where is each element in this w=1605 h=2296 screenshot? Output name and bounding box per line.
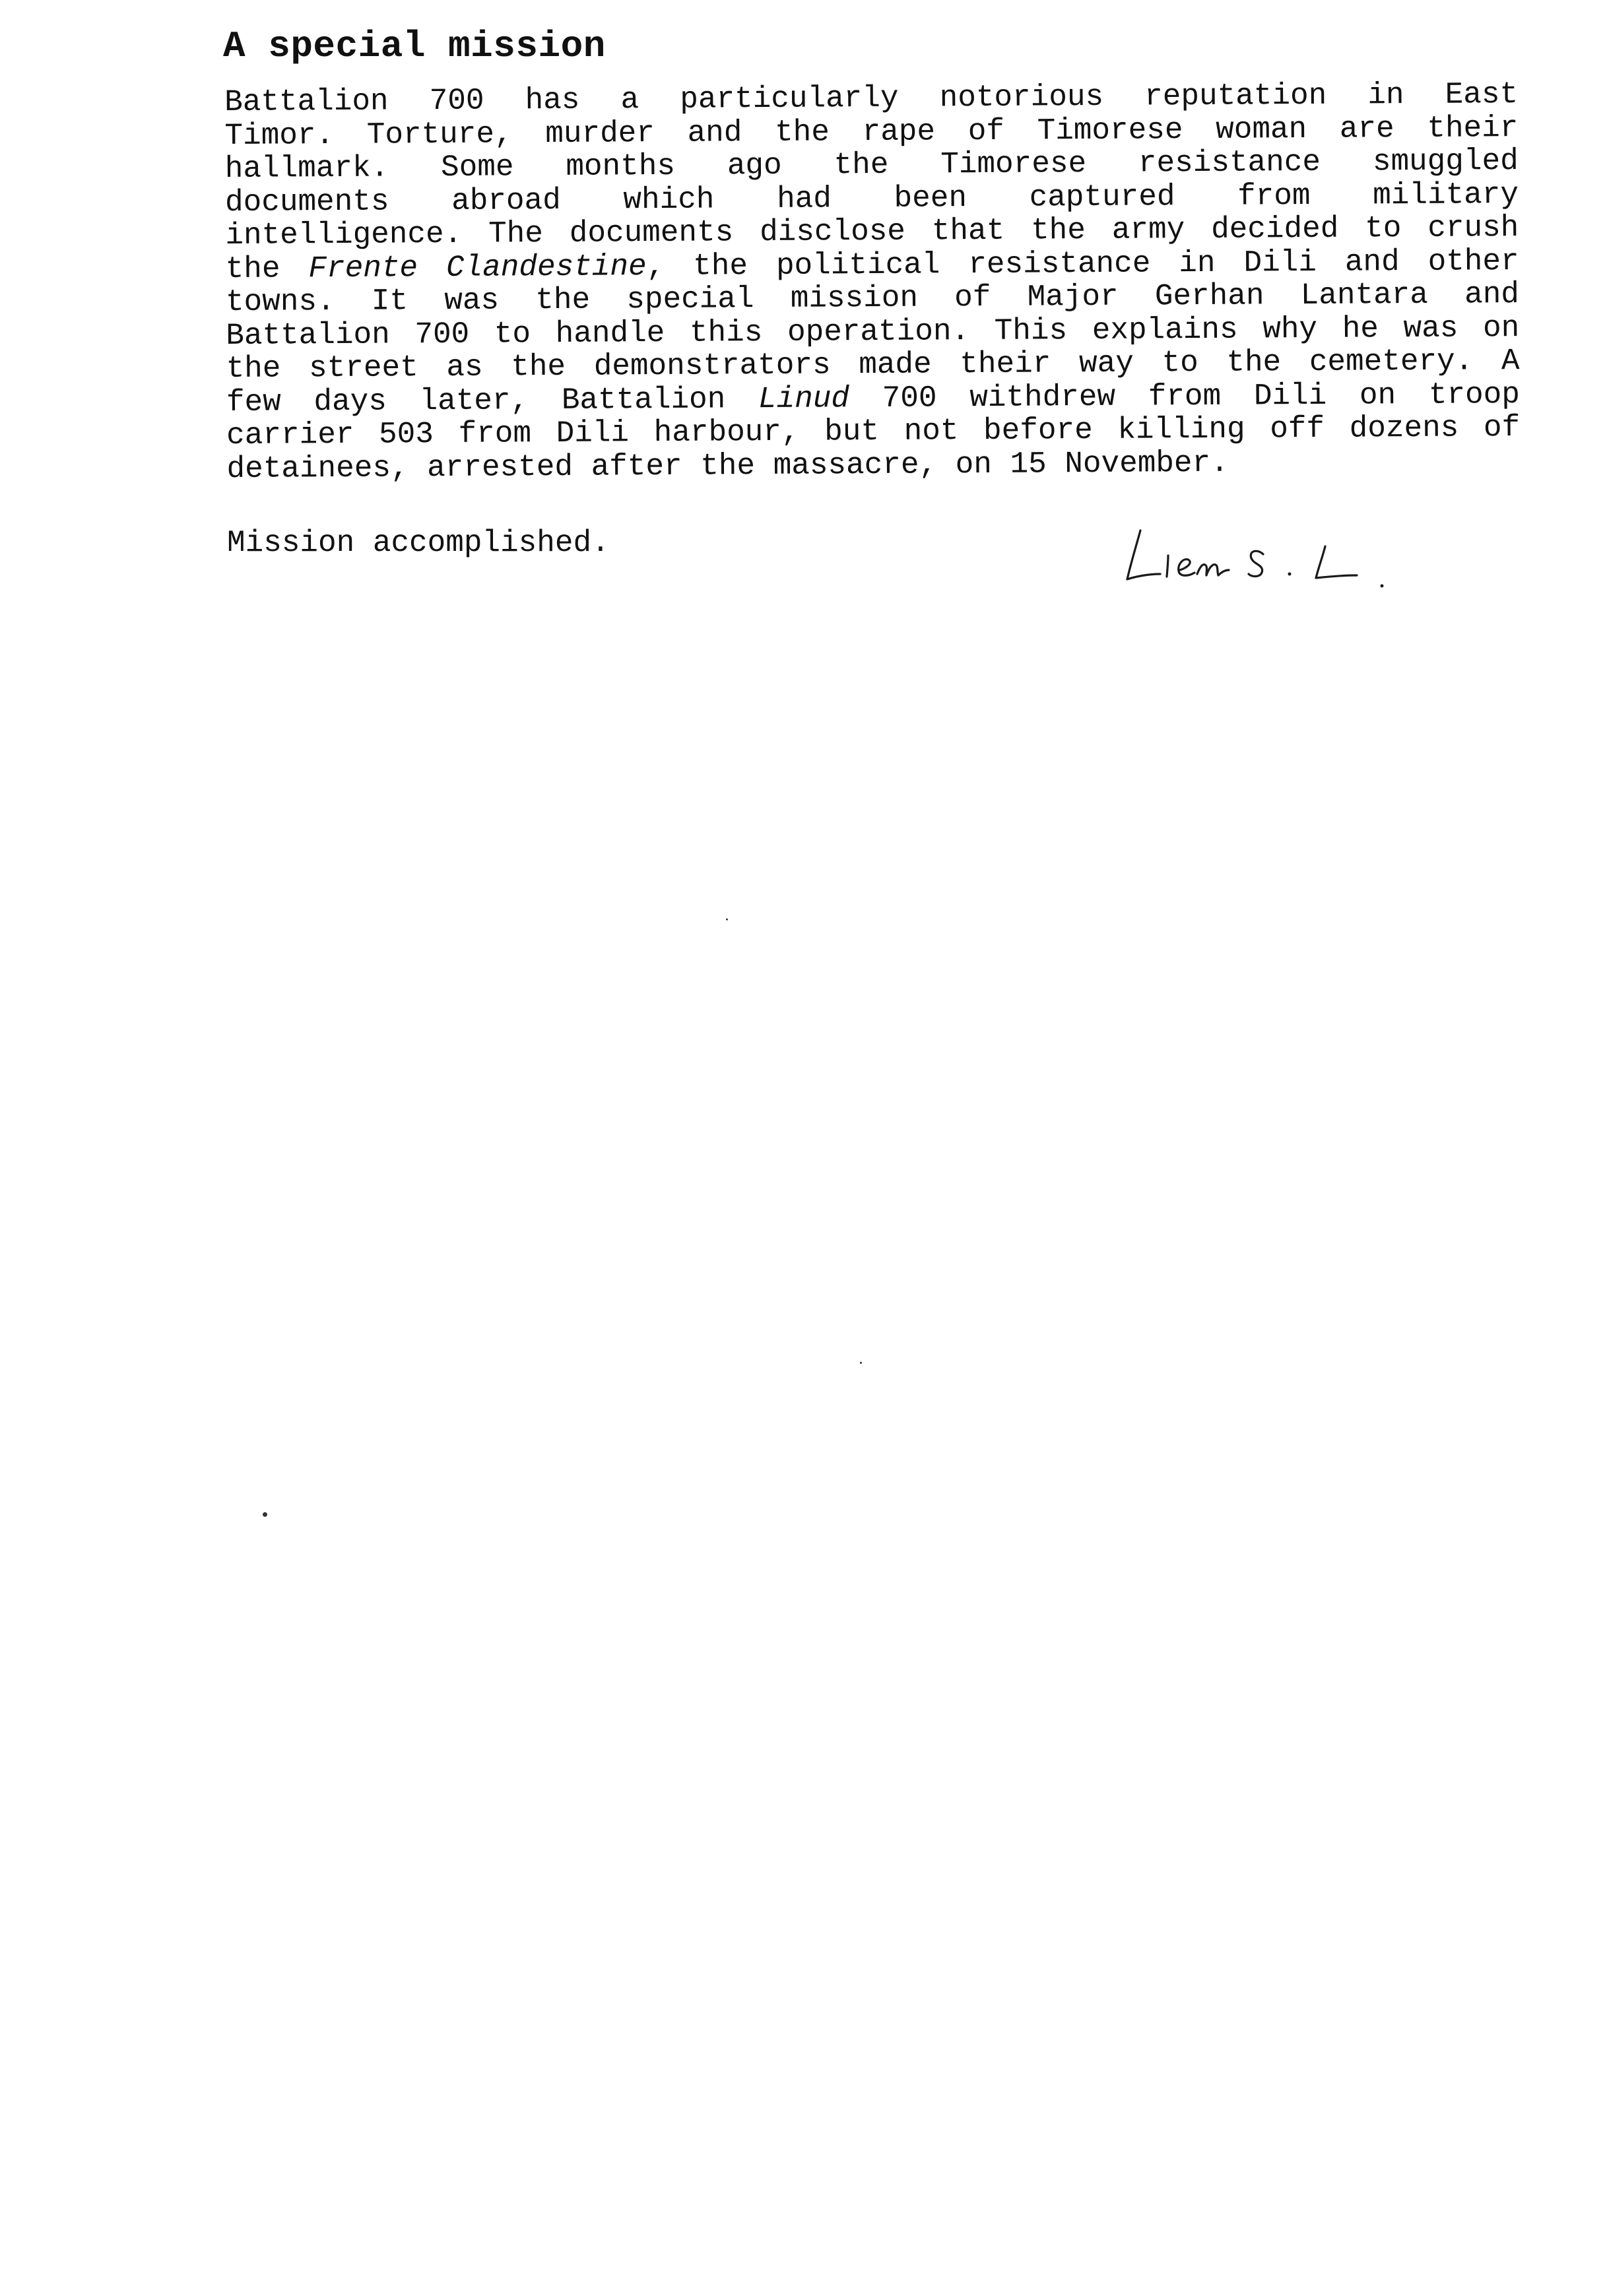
handwritten-signature [1122,521,1452,600]
text-segment: the [225,251,309,286]
text-segment: 700 withdrew from Dili on troop [849,377,1521,416]
closing-line: Mission accomplished. [227,526,610,560]
text-segment: intelligence. The documents disclose that the army decided to crush [225,210,1519,253]
scan-speck [263,1512,267,1517]
document-heading: A special mission [223,25,606,67]
scan-speck [726,918,728,920]
italic-term: Frente Clandestine [308,249,647,286]
text-segment: documents abroad which had been captured from military [224,177,1519,220]
text-segment: towns. It was the special mission of Major Gerhan Lantara and [225,277,1520,319]
text-segment: the street as the demonstrators made their way to the cemetery. A [226,344,1520,386]
text-segment: few days later, Battalion [226,381,759,420]
paragraph-line [226,445,1520,486]
scan-speck [860,1362,862,1364]
text-segment: Timor. Torture, murder and the rape of Timorese woman are their [224,110,1519,153]
text-segment: carrier 503 from Dili harbour, but not before killing off dozens of [226,410,1521,453]
italic-term: Linud [758,381,850,416]
text-segment: hallmark. Some months ago the Timorese resistance smuggled [224,144,1519,186]
text-segment: detainees, arrested after the massacre, on 15 November. [226,445,1229,486]
body-paragraph [224,78,1521,486]
text-segment: , the political resistance in Dili and other [646,243,1519,284]
text-segment: Battalion 700 has a particularly notorious reputation in East [224,77,1519,119]
text-segment: Battalion 700 to handle this operation. This explains why he was on [226,310,1520,353]
